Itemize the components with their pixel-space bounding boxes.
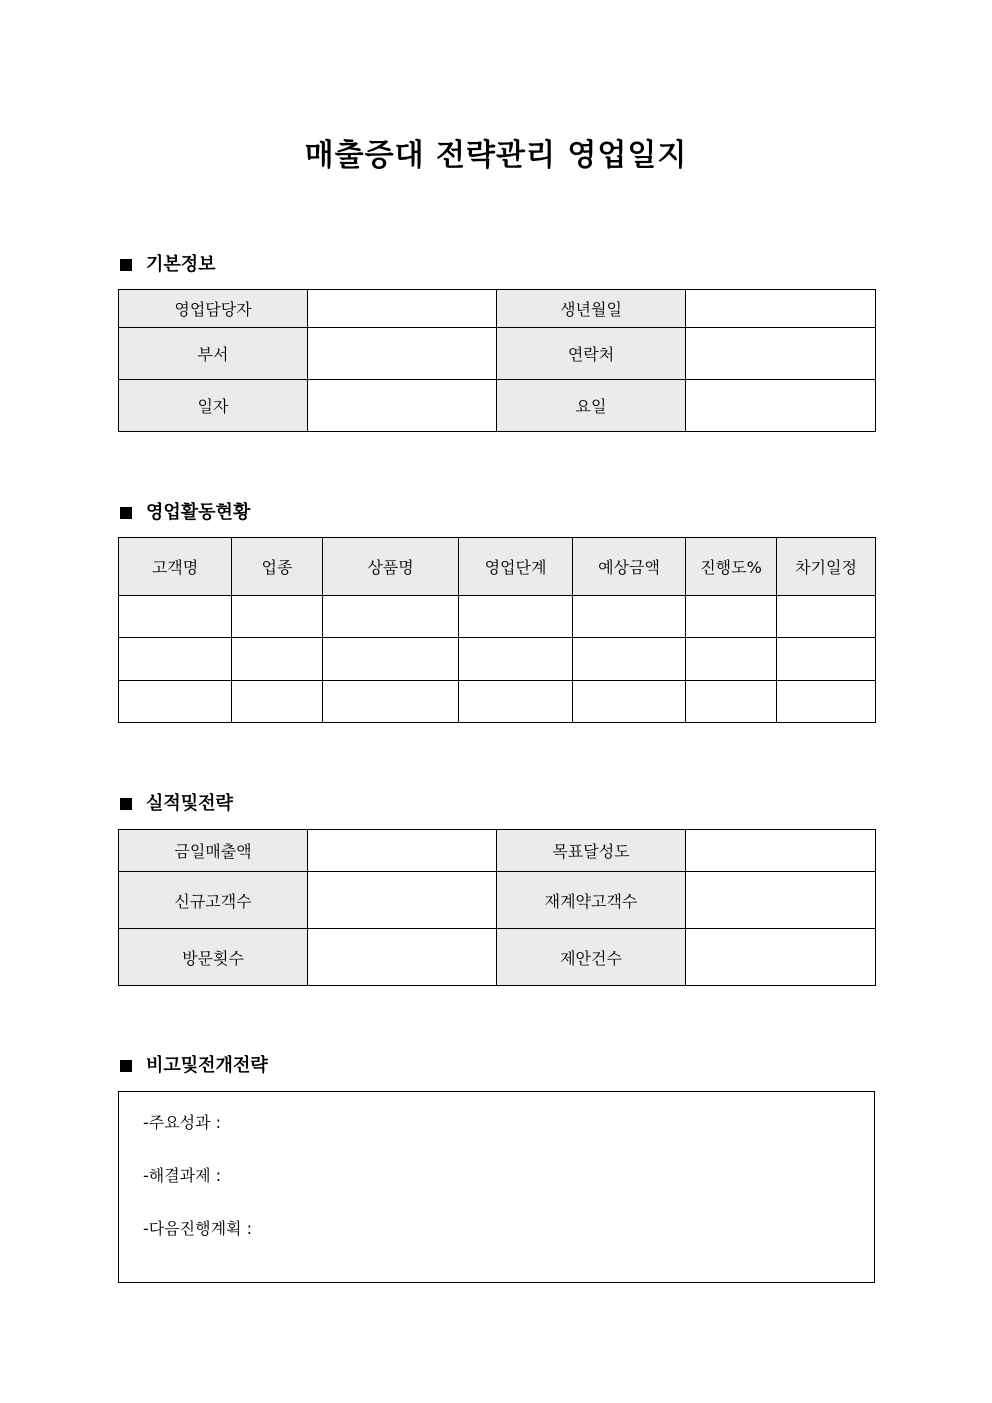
value-cell[interactable]: [308, 830, 497, 872]
data-cell[interactable]: [459, 638, 573, 681]
column-header: 영업단계: [459, 538, 573, 596]
label-cell: 제안건수: [497, 929, 686, 986]
section-heading-label: 기본정보: [146, 254, 216, 275]
section-heading-label: 실적및전략: [146, 793, 233, 814]
remarks-line-next-plan: -다음진행계획 :: [143, 1219, 252, 1238]
data-cell[interactable]: [777, 681, 876, 723]
value-cell[interactable]: [308, 328, 497, 380]
data-cell[interactable]: [777, 596, 876, 638]
label-cell: 생년월일: [497, 290, 686, 328]
column-header: 고객명: [119, 538, 232, 596]
section-heading-performance: [120, 792, 233, 816]
value-cell[interactable]: [686, 830, 876, 872]
column-header: 예상금액: [573, 538, 686, 596]
column-header: 차기일정: [777, 538, 876, 596]
remarks-line-issues: -해결과제 :: [143, 1166, 222, 1185]
table-row: [119, 872, 876, 929]
label-cell: 금일매출액: [119, 830, 308, 872]
value-cell[interactable]: [308, 872, 497, 929]
data-cell[interactable]: [777, 638, 876, 681]
data-cell[interactable]: [232, 596, 323, 638]
column-header: 진행도%: [686, 538, 777, 596]
table-row: [119, 596, 876, 638]
data-cell[interactable]: [573, 596, 686, 638]
square-bullet-icon: [120, 1060, 132, 1072]
section-heading-label: 비고및전개전략: [146, 1055, 268, 1076]
column-header: 상품명: [323, 538, 459, 596]
data-cell[interactable]: [232, 638, 323, 681]
data-cell[interactable]: [323, 638, 459, 681]
table-row: [119, 638, 876, 681]
value-cell[interactable]: [308, 290, 497, 328]
label-cell: 신규고객수: [119, 872, 308, 929]
square-bullet-icon: [120, 259, 132, 271]
column-header: 업종: [232, 538, 323, 596]
data-cell[interactable]: [119, 596, 232, 638]
table-row: [119, 929, 876, 986]
section-heading-remarks: [120, 1054, 268, 1078]
table-row: [119, 290, 876, 328]
data-cell[interactable]: [686, 638, 777, 681]
data-cell[interactable]: [573, 681, 686, 723]
value-cell[interactable]: [686, 872, 876, 929]
section-heading-activity: [120, 501, 250, 525]
data-cell[interactable]: [459, 681, 573, 723]
data-cell[interactable]: [323, 596, 459, 638]
value-cell[interactable]: [308, 929, 497, 986]
value-cell[interactable]: [686, 290, 876, 328]
section-heading-label: 영업활동현황: [146, 502, 251, 523]
label-cell: 일자: [119, 380, 308, 432]
data-cell[interactable]: [232, 681, 323, 723]
table-row: [119, 380, 876, 432]
value-cell[interactable]: [686, 929, 876, 986]
data-cell[interactable]: [573, 638, 686, 681]
basic-info-table: [118, 289, 876, 432]
page-title: 매출증대 전략관리 영업일지: [304, 138, 688, 173]
performance-table: [118, 829, 876, 986]
value-cell[interactable]: [308, 380, 497, 432]
label-cell: 영업담당자: [119, 290, 308, 328]
value-cell[interactable]: [686, 328, 876, 380]
table-header-row: [119, 538, 876, 596]
label-cell: 재계약고객수: [497, 872, 686, 929]
table-row: [119, 328, 876, 380]
section-heading-basic-info: [120, 253, 216, 277]
data-cell[interactable]: [686, 681, 777, 723]
remarks-line-key-results: -주요성과 :: [143, 1113, 222, 1132]
label-cell: 연락처: [497, 328, 686, 380]
label-cell: 방문횟수: [119, 929, 308, 986]
data-cell[interactable]: [119, 681, 232, 723]
data-cell[interactable]: [686, 596, 777, 638]
table-row: [119, 830, 876, 872]
data-cell[interactable]: [459, 596, 573, 638]
label-cell: 목표달성도: [497, 830, 686, 872]
label-cell: 부서: [119, 328, 308, 380]
data-cell[interactable]: [119, 638, 232, 681]
remarks-box[interactable]: [118, 1091, 875, 1283]
label-cell: 요일: [497, 380, 686, 432]
table-row: [119, 681, 876, 723]
square-bullet-icon: [120, 507, 132, 519]
activity-table: [118, 537, 876, 723]
value-cell[interactable]: [686, 380, 876, 432]
square-bullet-icon: [120, 798, 132, 810]
data-cell[interactable]: [323, 681, 459, 723]
